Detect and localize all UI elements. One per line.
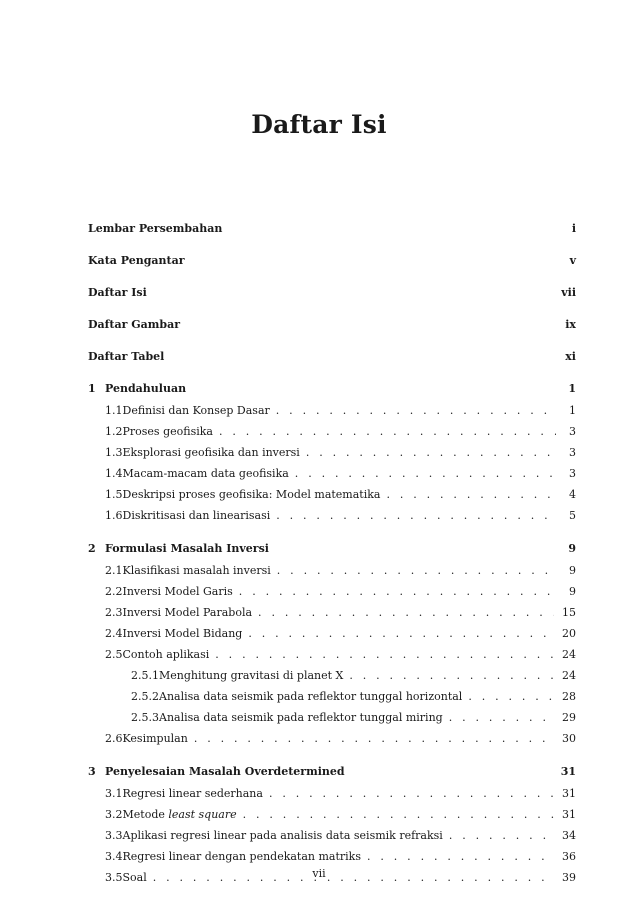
toc-subsection-number: 2.5.2 [131, 690, 159, 703]
toc-subsection[interactable] [88, 707, 576, 728]
toc-entry-title: Kata Pengantar [88, 254, 185, 267]
toc-dot-leader [386, 484, 556, 505]
toc-section-number: 1.1 [105, 404, 123, 417]
toc-entry-page: v [569, 254, 576, 267]
toc-section-title: Diskritisasi dan linearisasi [122, 509, 271, 522]
toc-dot-leader [248, 623, 554, 644]
toc-chapter-number: 3 [88, 765, 96, 778]
toc-dot-leader [258, 602, 554, 623]
toc-section-page: 20 [562, 627, 576, 640]
toc-chapter-3[interactable] [88, 761, 576, 783]
toc-section-page: 3 [569, 446, 576, 459]
toc-dot-leader [239, 581, 556, 602]
toc-entry-title: Daftar Tabel [88, 350, 165, 363]
toc-section-page: 24 [562, 648, 576, 661]
toc-entry-page: vii [561, 286, 576, 299]
toc-entry-kata-pengantar[interactable] [88, 250, 576, 282]
toc-dot-leader [306, 442, 556, 463]
toc-subsection-page: 24 [562, 669, 576, 682]
toc-section-number: 1.3 [105, 446, 123, 459]
toc-section-number: 3.2 [105, 808, 123, 821]
toc-section-title: Inversi Model Bidang [122, 627, 243, 640]
toc-section-title: Inversi Model Garis [122, 585, 233, 598]
toc-section-title: Proses geofisika [122, 425, 213, 438]
toc-section-title-prefix: Metode [122, 808, 169, 821]
toc-section[interactable] [88, 623, 576, 644]
toc-section-page: 31 [562, 808, 576, 821]
toc-entry-lembar-persembahan[interactable] [88, 218, 576, 250]
toc-section-number: 3.3 [105, 829, 123, 842]
page-number-footer: vii [312, 867, 326, 880]
toc-section-number: 1.5 [105, 488, 123, 501]
toc-section-number: 2.5 [105, 648, 123, 661]
toc-subsection-page: 28 [562, 690, 576, 703]
toc-entry-page: xi [565, 350, 576, 363]
toc-dot-leader [269, 783, 554, 804]
toc-section-page: 3 [569, 425, 576, 438]
toc-chapter-page: 31 [560, 765, 576, 778]
toc-section-title: Klasifikasi masalah inversi [122, 564, 271, 577]
table-of-contents [88, 218, 576, 888]
toc-section-page: 31 [562, 787, 576, 800]
toc-entry-title: Lembar Persembahan [88, 222, 223, 235]
toc-subsection[interactable] [88, 686, 576, 707]
toc-section-title: Kesimpulan [122, 732, 188, 745]
toc-section-page: 34 [562, 829, 576, 842]
toc-section[interactable] [88, 581, 576, 602]
toc-section-page: 30 [562, 732, 576, 745]
toc-section-title: Inversi Model Parabola [122, 606, 253, 619]
toc-section[interactable] [88, 728, 576, 749]
toc-subsection-title: Analisa data seismik pada reflektor tunggal miring [159, 711, 443, 724]
toc-dot-leader [295, 463, 556, 484]
toc-section[interactable] [88, 442, 576, 463]
toc-section-title: Deskripsi proses geofisika: Model matematika [122, 488, 381, 501]
toc-chapter-page: 9 [568, 542, 576, 555]
toc-section-page: 9 [569, 564, 576, 577]
toc-chapter-number: 1 [88, 382, 96, 395]
toc-section-number: 2.6 [105, 732, 123, 745]
toc-section-page: 5 [569, 509, 576, 522]
toc-section-page: 4 [569, 488, 576, 501]
toc-chapter-title: Pendahuluan [105, 382, 187, 395]
toc-section-page: 1 [569, 404, 576, 417]
toc-section-number: 3.5 [105, 871, 123, 884]
toc-section-number: 3.1 [105, 787, 123, 800]
toc-section-page: 9 [569, 585, 576, 598]
toc-section-number: 1.6 [105, 509, 123, 522]
toc-section-title: Eksplorasi geofisika dan inversi [122, 446, 300, 459]
toc-chapter-1[interactable] [88, 378, 576, 400]
toc-entry-title: Daftar Gambar [88, 318, 181, 331]
toc-section[interactable] [88, 560, 576, 581]
toc-section[interactable] [88, 602, 576, 623]
toc-section-title: Regresi linear dengan pendekatan matriks [122, 850, 361, 863]
toc-section[interactable] [88, 400, 576, 421]
toc-dot-leader [367, 846, 554, 867]
toc-section-title: Contoh aplikasi [122, 648, 210, 661]
toc-section[interactable] [88, 505, 576, 526]
toc-chapter-number: 2 [88, 542, 96, 555]
toc-section-title: Soal [122, 871, 147, 884]
toc-chapter-2[interactable] [88, 538, 576, 560]
toc-subsection[interactable] [88, 665, 576, 686]
toc-chapter-title: Formulasi Masalah Inversi [105, 542, 269, 555]
toc-section[interactable] [88, 484, 576, 505]
toc-dot-leader [219, 421, 556, 442]
toc-dot-leader [243, 804, 554, 825]
toc-subsection-page: 29 [562, 711, 576, 724]
toc-entry-daftar-tabel[interactable] [88, 346, 576, 378]
toc-section-number: 1.4 [105, 467, 123, 480]
toc-entry-daftar-isi[interactable] [88, 282, 576, 314]
page-title: Daftar Isi [251, 110, 387, 139]
toc-section-number: 2.2 [105, 585, 123, 598]
toc-dot-leader [276, 400, 556, 421]
toc-section[interactable] [88, 804, 576, 825]
toc-dot-leader [277, 560, 556, 581]
toc-section-title-emphasis: least square [168, 808, 237, 821]
toc-dot-leader [349, 665, 554, 686]
toc-chapter-title: Penyelesaian Masalah Overdetermined [105, 765, 345, 778]
toc-entry-daftar-gambar[interactable] [88, 314, 576, 346]
toc-section-number: 1.2 [105, 425, 123, 438]
toc-dot-leader [215, 644, 554, 665]
toc-section-title: Macam-macam data geofisika [122, 467, 289, 480]
toc-subsection-title: Menghitung gravitasi di planet X [159, 669, 344, 682]
toc-section[interactable] [88, 463, 576, 484]
toc-entry-page: ix [565, 318, 576, 331]
toc-section-title [123, 804, 237, 825]
toc-section-title: Aplikasi regresi linear pada analisis data seismik refraksi [122, 829, 443, 842]
toc-dot-leader [468, 686, 554, 707]
toc-entry-page: i [571, 222, 576, 235]
toc-section-page: 36 [562, 850, 576, 863]
toc-section-number: 2.1 [105, 564, 123, 577]
toc-section-page: 39 [562, 871, 576, 884]
toc-section[interactable] [88, 783, 576, 804]
toc-dot-leader [276, 505, 556, 526]
toc-section-number: 2.4 [105, 627, 123, 640]
toc-section-title: Definisi dan Konsep Dasar [122, 404, 270, 417]
toc-section-page: 3 [569, 467, 576, 480]
toc-dot-leader [449, 825, 554, 846]
toc-subsection-number: 2.5.3 [131, 711, 159, 724]
toc-dot-leader [449, 707, 554, 728]
toc-section-number: 3.4 [105, 850, 123, 863]
toc-section-page: 15 [562, 606, 576, 619]
toc-entry-title: Daftar Isi [88, 286, 147, 299]
toc-section-title: Regresi linear sederhana [122, 787, 263, 800]
toc-subsection-number: 2.5.1 [131, 669, 159, 682]
toc-section-number: 2.3 [105, 606, 123, 619]
toc-section[interactable] [88, 644, 576, 665]
toc-section[interactable] [88, 846, 576, 867]
toc-chapter-page: 1 [568, 382, 576, 395]
toc-dot-leader [194, 728, 554, 749]
toc-subsection-title: Analisa data seismik pada reflektor tunggal horizontal [159, 690, 463, 703]
toc-section[interactable] [88, 825, 576, 846]
toc-section[interactable] [88, 421, 576, 442]
